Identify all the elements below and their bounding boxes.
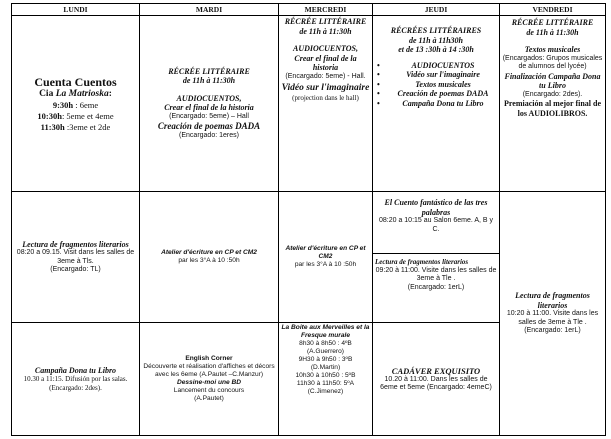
jeudi-lectura-title: Lectura de fragmentos literarios <box>375 258 469 266</box>
jeudi-recrees-title: RÉCRÉES LITTÉRAIRES <box>390 26 482 35</box>
jeudi-cuento-fantastico <box>373 192 499 254</box>
day-header-vendredi: VENDREDI <box>500 4 606 16</box>
mercredi-projection: (projection dans le hall) <box>292 94 359 102</box>
cuenta-time-3: 11:30h :3eme et 2de <box>40 121 111 132</box>
schedule-row-1 <box>12 16 606 192</box>
list-item: 8h30 à 8h50 : 4ºB <box>299 340 352 347</box>
mercredi-audiocuentos: AUDIOCUENTOS, <box>293 44 358 53</box>
vendredi-lectura-title: Lectura de fragmentos literarios <box>515 291 590 310</box>
jeudi-cadaver-body: 10.20 à 11:00. Dans les salles de 6eme et 5eme (Encargado: 4emeC) <box>380 375 492 391</box>
list-item: • Textos musicales <box>377 79 471 89</box>
cell-mercredi-recree <box>279 16 373 192</box>
list-item: 9H30 à 9h50 : 3ºB <box>298 356 353 363</box>
vendredi-lectura-encargado: (Encargado: 1erL) <box>524 327 581 335</box>
vendredi-recree-hours: de 11h à 11:30h <box>526 27 579 37</box>
mardi-english-corner-title: English Corner <box>185 355 233 362</box>
mercredi-recree-hours: de 11h à 11:30h <box>299 26 352 36</box>
mardi-audiocuentos: AUDIOCUENTOS, <box>176 93 242 103</box>
cell-lundi-lectura <box>12 192 140 323</box>
mardi-dessine-bd-encargado: (A.Pautet) <box>194 395 224 402</box>
mercredi-boite-title: La Boite aux Merveilles et la Fresque murale <box>281 324 370 339</box>
cuenta-cuentos-title: Cuenta Cuentos <box>34 74 117 89</box>
vendredi-premiacion: Premiación al mejor final de los AUDIOLIBROS. <box>503 99 602 118</box>
day-header-lundi: LUNDI <box>12 4 140 16</box>
list-item: • AUDIOCUENTOS <box>377 60 475 70</box>
list-item: • Vidéo sur l'imaginaire <box>377 70 480 79</box>
jeudi-cadaver-title: CADÁVER EXQUISITO <box>391 365 481 376</box>
cell-mardi-atelier <box>140 192 279 323</box>
list-item: 11h30 à 11h50: 5ºA <box>296 380 355 387</box>
day-header-mardi: MARDI <box>140 4 279 16</box>
vendredi-textos-musicales: Textos musicales <box>524 45 581 54</box>
cell-jeudi-recrees <box>373 16 500 192</box>
vendredi-recree-title: RÉCRÉE LITTÉRAIRE <box>511 18 594 27</box>
jeudi-cuento-title: El Cuento fantástico de las tres palabras <box>384 198 488 217</box>
mercredi-crear-final: Crear el final de la historia <box>294 53 357 72</box>
mercredi-atelier-title: Atelier d'écriture en CP et CM2 <box>285 245 366 260</box>
mardi-crear-final: Crear el final de la historia <box>164 103 254 113</box>
jeudi-hours-1: de 11h à 11h30h <box>408 35 463 45</box>
mardi-encargado-1: (Encargado: 5eme) – Hall <box>169 112 249 120</box>
cell-vendredi-recree <box>500 16 606 192</box>
mardi-encargado-2: (Encargado: 1eres) <box>179 131 239 139</box>
cell-mardi-recree <box>140 16 279 192</box>
cell-mercredi-atelier <box>279 192 373 323</box>
lundi-campana-body: 10.30 a 11:15. Difusión por las salas. (Encargado: 2des). <box>23 375 128 392</box>
day-header-mercredi: MERCREDI <box>279 4 373 16</box>
header-row <box>12 4 606 16</box>
mardi-atelier-title: Atelier d'écriture en CP et CM2 <box>161 249 257 256</box>
mardi-dessine-bd-title: Dessine-moi une BD <box>176 379 242 386</box>
cell-mercredi-boite <box>279 323 373 436</box>
jeudi-hours-2: et de 13 :30h à 14 :30h <box>398 45 474 54</box>
jeudi-lectura <box>373 254 499 322</box>
mardi-dessine-bd-body: Lancement du concours <box>173 387 245 394</box>
schedule-sheet <box>11 3 605 435</box>
lundi-lectura-encargado: (Encargado: TL) <box>50 266 101 273</box>
vendredi-encargado-2des: (Encargado: 2des). <box>522 90 583 98</box>
weekly-schedule-table <box>11 3 606 436</box>
vendredi-lectura-body: 10:20 à 11:00. Visite dans les salles de 3eme à Tle . <box>506 310 599 326</box>
cell-lundi-campana <box>12 323 140 436</box>
mercredi-atelier-body: par les 3°A à 10 :50h <box>294 261 357 268</box>
cell-jeudi-cadaver <box>373 323 500 436</box>
list-item: (D.Martin) <box>310 364 341 371</box>
lundi-lectura-body: 08:20 a 09.15. Visit dans les salles de 3eme à Tls. <box>16 249 135 265</box>
mardi-recree-title: RÉCRÉE LITTÉRAIRE <box>168 66 250 76</box>
cuenta-time-2: 10:30h: 5eme et 4eme <box>37 110 114 121</box>
vendredi-finalizacion: Finalización Campaña Dona tu Libro <box>504 71 601 90</box>
jeudi-cuento-body: 08:20 a 10:15 au Salon 6eme. A, B y C. <box>378 217 494 233</box>
mardi-atelier-body: par les 3°A à 10 :50h <box>178 257 240 264</box>
mercredi-encargado-1: (Encargado: 5eme) - Hall. <box>285 72 366 80</box>
mardi-recree-hours: de 11h à 11:30h <box>182 76 236 86</box>
mardi-creacion-poemas: Creación de poemas DADA <box>157 121 261 132</box>
cell-mardi-english-corner <box>140 323 279 436</box>
mardi-english-corner-body: Découverte et réalisation d'affiches et décors avec les 6eme (A.Pautet –C.Manzur) <box>143 363 275 378</box>
vendredi-encargados-grupos: (Encargados: Grupos musicales de alumnos del lycée) <box>502 54 603 70</box>
cuenta-cuentos-company: Cia La Matrioska: <box>39 88 112 99</box>
list-item: (C.Jimenez) <box>307 388 344 395</box>
list-item: • Campaña Dona tu Libro <box>377 98 484 108</box>
lundi-lectura-title: Lectura de fragmentos literarios <box>22 239 129 249</box>
list-item: • Creación de poemas DADA <box>377 89 489 98</box>
lundi-campana-title: Campaña Dona tu Libro <box>34 365 117 375</box>
mercredi-recree-title: RÉCRÉE LITTÉRAIRE <box>284 17 367 26</box>
cell-jeudi-row2 <box>373 192 500 323</box>
cell-lundi-cuenta-cuentos <box>12 16 140 192</box>
jeudi-activity-list <box>375 61 497 109</box>
cell-vendredi-lectura <box>500 192 606 436</box>
jeudi-lectura-body: 09:20 à 11:00. Visite dans les salles de 3eme à Tle . <box>375 266 497 282</box>
cuenta-time-1: 9:30h : 6eme <box>52 99 99 110</box>
day-header-jeudi: JEUDI <box>373 4 500 16</box>
mercredi-video-imaginaire: Vidéo sur l'imaginaire <box>281 83 370 93</box>
schedule-row-2 <box>12 192 606 323</box>
jeudi-lectura-encargado: (Encargado: 1erL) <box>407 283 465 291</box>
list-item: (A.Guerrero) <box>306 348 344 355</box>
list-item: 10h30 à 10h50 : 5ºB <box>295 372 356 379</box>
